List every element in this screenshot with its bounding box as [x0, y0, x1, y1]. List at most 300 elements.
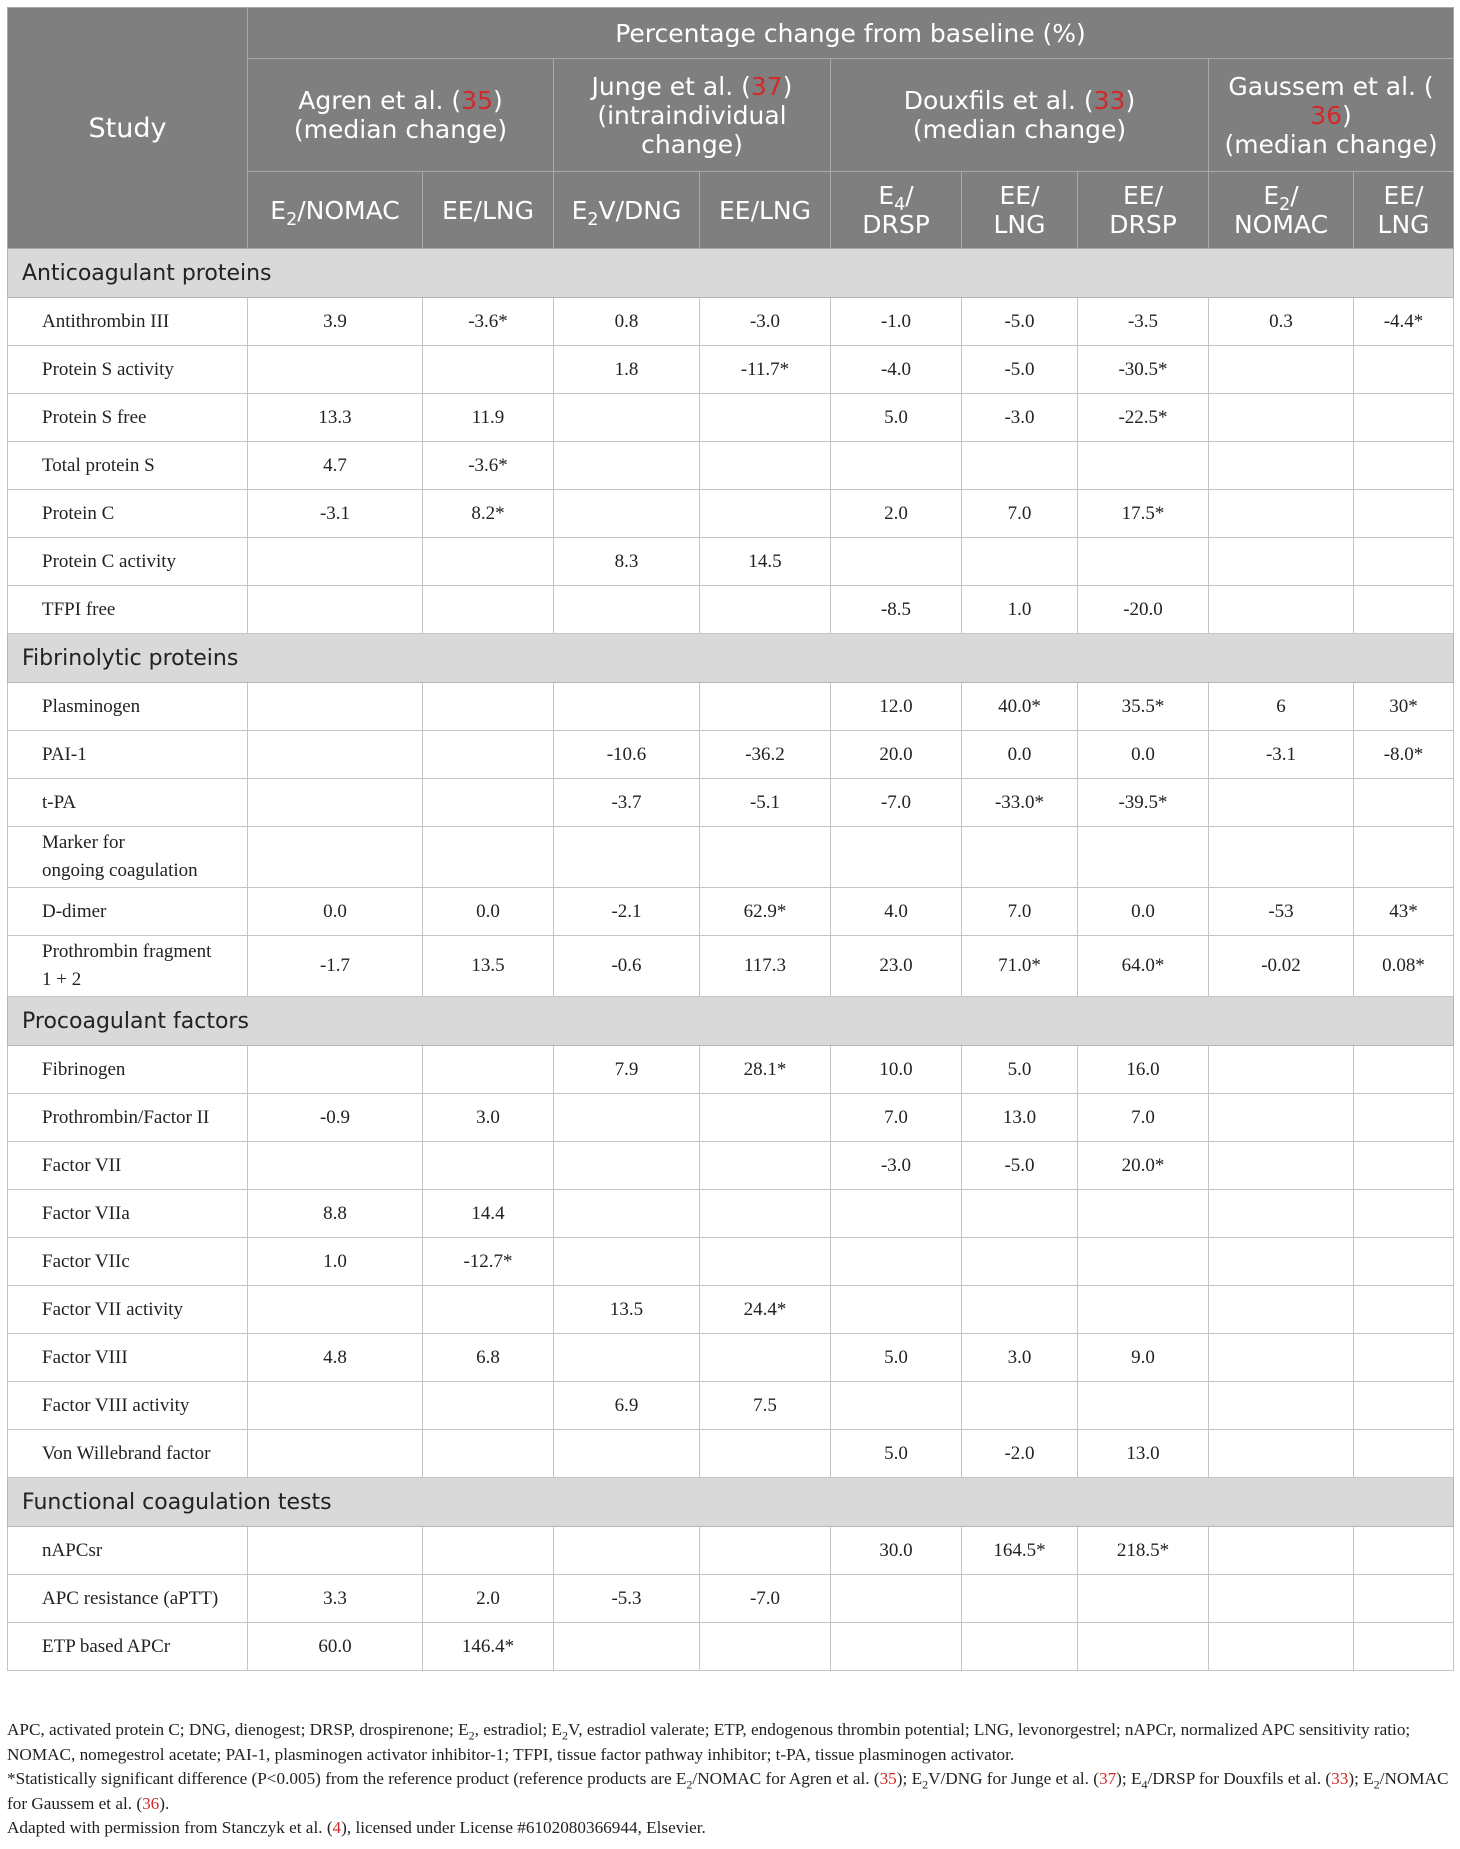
span-title: Percentage change from baseline (%) [248, 8, 1454, 59]
value-cell [1354, 1142, 1454, 1190]
value-cell [423, 1527, 554, 1575]
value-cell: 218.5* [1078, 1527, 1209, 1575]
treatment-header: $E_2V$/DNG [554, 172, 700, 249]
table-row [8, 1430, 1454, 1478]
value-cell: -3.6* [423, 298, 554, 346]
value-cell [700, 490, 831, 538]
value-cell: 0.0 [248, 888, 423, 936]
value-cell: 7.0 [831, 1094, 962, 1142]
value-cell: 13.0 [962, 1094, 1078, 1142]
value-cell [1209, 1094, 1354, 1142]
table-row [8, 1238, 1454, 1286]
value-cell: 11.9 [423, 394, 554, 442]
section-row [8, 634, 1454, 683]
study-ref: 36 [1310, 100, 1343, 130]
table-row [8, 1527, 1454, 1575]
row-label: Von Willebrand factor [8, 1430, 248, 1478]
row-label: Protein C [8, 490, 248, 538]
value-cell [1354, 1190, 1454, 1238]
value-cell [700, 1190, 831, 1238]
value-cell [423, 1430, 554, 1478]
treatment-header: $E_2/$ NOMAC [1209, 172, 1354, 249]
table-row [8, 538, 1454, 586]
value-cell: 8.8 [248, 1190, 423, 1238]
value-cell [700, 394, 831, 442]
value-cell [1209, 538, 1354, 586]
study-ref: 37 [750, 71, 783, 101]
table-row [8, 936, 1454, 997]
value-cell [1209, 1623, 1354, 1671]
study-header-agren [248, 59, 554, 172]
row-label: Factor VII activity [8, 1286, 248, 1334]
value-cell [962, 538, 1078, 586]
value-cell [554, 683, 700, 731]
value-cell: -1.7 [248, 936, 423, 997]
value-cell [962, 1286, 1078, 1334]
value-cell: -4.4* [1354, 298, 1454, 346]
study-subtitle: (median change) [1224, 129, 1438, 159]
row-label: Factor VIII activity [8, 1382, 248, 1430]
table-footnotes [7, 1718, 1453, 1841]
value-cell [700, 1094, 831, 1142]
value-cell: 0.0 [423, 888, 554, 936]
value-cell: 30.0 [831, 1527, 962, 1575]
value-cell: -0.02 [1209, 936, 1354, 997]
value-cell [248, 683, 423, 731]
value-cell: 0.08* [1354, 936, 1454, 997]
value-cell: 5.0 [831, 394, 962, 442]
value-cell [1354, 442, 1454, 490]
row-label: Protein S free [8, 394, 248, 442]
value-cell [1078, 1286, 1209, 1334]
section-title: Fibrinolytic proteins [8, 634, 1454, 683]
value-cell: -53 [1209, 888, 1354, 936]
value-cell: 43* [1354, 888, 1454, 936]
value-cell: 146.4* [423, 1623, 554, 1671]
value-cell [1209, 1527, 1354, 1575]
value-cell: -3.1 [1209, 731, 1354, 779]
treatment-header: EE/LNG [423, 172, 554, 249]
value-cell [1209, 779, 1354, 827]
value-cell [248, 1527, 423, 1575]
value-cell: 0.0 [1078, 888, 1209, 936]
value-cell: 7.9 [554, 1046, 700, 1094]
value-cell: -5.0 [962, 1142, 1078, 1190]
value-cell [1354, 1430, 1454, 1478]
value-cell [423, 827, 554, 888]
value-cell: 0.8 [554, 298, 700, 346]
value-cell: 5.0 [831, 1430, 962, 1478]
study-close: ) [1125, 86, 1136, 115]
value-cell: -3.7 [554, 779, 700, 827]
row-label: Total protein S [8, 442, 248, 490]
row-label: Factor VIIa [8, 1190, 248, 1238]
table-row [8, 1094, 1454, 1142]
study-ref: 33 [1093, 86, 1126, 115]
row-label: D-dimer [8, 888, 248, 936]
table-row [8, 1046, 1454, 1094]
value-cell: 71.0* [962, 936, 1078, 997]
value-cell [1078, 1575, 1209, 1623]
value-cell: 40.0* [962, 683, 1078, 731]
value-cell [962, 442, 1078, 490]
value-cell: 6.8 [423, 1334, 554, 1382]
value-cell [554, 827, 700, 888]
value-cell [248, 779, 423, 827]
value-cell [1354, 1527, 1454, 1575]
table-row [8, 394, 1454, 442]
value-cell [700, 827, 831, 888]
value-cell [700, 1430, 831, 1478]
study-header-junge [554, 59, 831, 172]
value-cell [1354, 346, 1454, 394]
value-cell: 8.3 [554, 538, 700, 586]
value-cell: -33.0* [962, 779, 1078, 827]
table-row [8, 346, 1454, 394]
table-row [8, 888, 1454, 936]
value-cell: -20.0 [1078, 586, 1209, 634]
value-cell [554, 1334, 700, 1382]
value-cell [554, 586, 700, 634]
study-subtitle: (intraindividual change) [597, 100, 787, 159]
value-cell [248, 1142, 423, 1190]
row-label: Marker for ongoing coagulation [8, 827, 248, 888]
value-cell [1209, 1238, 1354, 1286]
value-cell: 7.0 [1078, 1094, 1209, 1142]
value-cell: 13.5 [554, 1286, 700, 1334]
section-row [8, 249, 1454, 298]
value-cell: 3.3 [248, 1575, 423, 1623]
value-cell [554, 1238, 700, 1286]
study-name: Agren et al. ( [298, 86, 462, 115]
value-cell: 3.0 [962, 1334, 1078, 1382]
treatment-header: $E_2$/NOMAC [248, 172, 423, 249]
value-cell [248, 1046, 423, 1094]
section-title: Functional coagulation tests [8, 1478, 1454, 1527]
value-cell [1354, 394, 1454, 442]
value-cell [248, 586, 423, 634]
row-label: PAI-1 [8, 731, 248, 779]
value-cell [700, 586, 831, 634]
table-row [8, 298, 1454, 346]
value-cell [248, 538, 423, 586]
study-close: ) [782, 71, 793, 101]
value-cell: -2.1 [554, 888, 700, 936]
table-row [8, 1190, 1454, 1238]
value-cell [831, 1575, 962, 1623]
value-cell [1209, 394, 1354, 442]
value-cell: -0.9 [248, 1094, 423, 1142]
value-cell: -0.6 [554, 936, 700, 997]
value-cell: 1.0 [962, 586, 1078, 634]
value-cell: 3.9 [248, 298, 423, 346]
value-cell [962, 1238, 1078, 1286]
value-cell [831, 442, 962, 490]
value-cell [700, 1527, 831, 1575]
table-row [8, 1575, 1454, 1623]
treatment-header: $E_4/$ DRSP [831, 172, 962, 249]
value-cell: -3.0 [962, 394, 1078, 442]
table-row [8, 779, 1454, 827]
value-cell [248, 731, 423, 779]
table-row [8, 490, 1454, 538]
value-cell: 13.0 [1078, 1430, 1209, 1478]
value-cell: -3.1 [248, 490, 423, 538]
value-cell [962, 827, 1078, 888]
value-cell: -5.3 [554, 1575, 700, 1623]
study-ref: 35 [461, 86, 493, 115]
value-cell [423, 1046, 554, 1094]
footnote-abbreviations: APC, activated protein C; DNG, dienogest; DRSP, drospirenone; $E_2$, estradiol; $E_2V$, estradiol valerate; ETP, endogenous thrombin potential; LNG, levonorgestrel; nAPCr, normalized APC sensitivity ratio; NOMAC, nomegestrol acetate; PAI-1, plasminogen activator inhibitor-1; TFPI, tissue factor pathway inhibitor; t-PA, tissue plasminogen activator. [7, 1720, 1411, 1764]
value-cell: -11.7* [700, 346, 831, 394]
study-subtitle: (median change) [293, 115, 508, 144]
value-cell [1209, 490, 1354, 538]
value-cell [554, 442, 700, 490]
value-cell [1078, 1238, 1209, 1286]
table-row [8, 1623, 1454, 1671]
row-label: t-PA [8, 779, 248, 827]
study-close: ) [492, 86, 503, 115]
footnote-significance: *Statistically significant difference (P<0.005) from the reference product (reference products are $E_2$/NOMAC for Agren et al. (35); $E_2V$/DNG for Junge et al. (37); $E_4$/DRSP for Douxfils et al. (33); $E_2$/NOMAC for Gaussem et al. (36). [7, 1769, 1449, 1813]
study-header-douxfils [831, 59, 1209, 172]
value-cell [1209, 1190, 1354, 1238]
table-header [8, 8, 1454, 249]
value-cell [1209, 1286, 1354, 1334]
study-subtitle: (median change) [912, 115, 1127, 144]
table-row [8, 827, 1454, 888]
row-label: Prothrombin/Factor II [8, 1094, 248, 1142]
value-cell: -3.0 [700, 298, 831, 346]
study-name: Douxfils et al. ( [903, 86, 1094, 115]
treatment-header: EE/ LNG [962, 172, 1078, 249]
value-cell [1354, 1094, 1454, 1142]
value-cell: 1.8 [554, 346, 700, 394]
value-cell: -12.7* [423, 1238, 554, 1286]
value-cell: 10.0 [831, 1046, 962, 1094]
value-cell: -1.0 [831, 298, 962, 346]
value-cell: 12.0 [831, 683, 962, 731]
table-row [8, 1382, 1454, 1430]
value-cell [962, 1575, 1078, 1623]
table-row [8, 1142, 1454, 1190]
value-cell [248, 827, 423, 888]
row-label: Protein S activity [8, 346, 248, 394]
footnote-adapted: Adapted with permission from Stanczyk et al. (4), licensed under License #6102080366944, Elsevier. [7, 1818, 706, 1837]
value-cell: 14.5 [700, 538, 831, 586]
value-cell [1354, 779, 1454, 827]
value-cell: 2.0 [831, 490, 962, 538]
value-cell: -36.2 [700, 731, 831, 779]
value-cell [831, 1238, 962, 1286]
value-cell [700, 683, 831, 731]
table-container [7, 7, 1453, 1671]
value-cell [423, 779, 554, 827]
value-cell: 9.0 [1078, 1334, 1209, 1382]
value-cell [423, 1382, 554, 1430]
value-cell [423, 1142, 554, 1190]
value-cell: -39.5* [1078, 779, 1209, 827]
value-cell: 4.0 [831, 888, 962, 936]
value-cell [554, 1142, 700, 1190]
row-label: APC resistance (aPTT) [8, 1575, 248, 1623]
study-header-gaussem [1209, 59, 1454, 172]
value-cell: 1.0 [248, 1238, 423, 1286]
value-cell: 6 [1209, 683, 1354, 731]
value-cell [248, 1430, 423, 1478]
value-cell [1209, 1575, 1354, 1623]
value-cell: -8.0* [1354, 731, 1454, 779]
value-cell [1209, 586, 1354, 634]
value-cell: 20.0 [831, 731, 962, 779]
row-label: Fibrinogen [8, 1046, 248, 1094]
table-body [8, 249, 1454, 1671]
row-label: Antithrombin III [8, 298, 248, 346]
value-cell [1354, 1623, 1454, 1671]
value-cell: 24.4* [700, 1286, 831, 1334]
value-cell [1209, 442, 1354, 490]
value-cell: 14.4 [423, 1190, 554, 1238]
value-cell [831, 1382, 962, 1430]
value-cell: 0.0 [1078, 731, 1209, 779]
value-cell: -3.0 [831, 1142, 962, 1190]
value-cell [1354, 1382, 1454, 1430]
value-cell [831, 538, 962, 586]
study-name: Junge et al. ( [591, 71, 751, 101]
value-cell: -7.0 [831, 779, 962, 827]
table-row [8, 1334, 1454, 1382]
value-cell [1354, 538, 1454, 586]
section-row [8, 997, 1454, 1046]
value-cell [1354, 490, 1454, 538]
value-cell: 0.0 [962, 731, 1078, 779]
value-cell [962, 1190, 1078, 1238]
value-cell [700, 1334, 831, 1382]
table-row [8, 731, 1454, 779]
value-cell: 5.0 [831, 1334, 962, 1382]
value-cell [831, 1190, 962, 1238]
value-cell [554, 1527, 700, 1575]
value-cell: 6.9 [554, 1382, 700, 1430]
value-cell [423, 1286, 554, 1334]
value-cell [1078, 1382, 1209, 1430]
value-cell: -30.5* [1078, 346, 1209, 394]
value-cell [423, 346, 554, 394]
value-cell [1078, 827, 1209, 888]
value-cell [1209, 1046, 1354, 1094]
value-cell [1078, 538, 1209, 586]
value-cell: -3.6* [423, 442, 554, 490]
value-cell [831, 1286, 962, 1334]
value-cell: 35.5* [1078, 683, 1209, 731]
value-cell [248, 346, 423, 394]
value-cell [831, 1623, 962, 1671]
value-cell [423, 586, 554, 634]
value-cell [700, 1623, 831, 1671]
value-cell [962, 1623, 1078, 1671]
value-cell: 23.0 [831, 936, 962, 997]
value-cell: 4.8 [248, 1334, 423, 1382]
value-cell: 5.0 [962, 1046, 1078, 1094]
value-cell: -3.5 [1078, 298, 1209, 346]
value-cell: -5.0 [962, 346, 1078, 394]
row-label: ETP based APCr [8, 1623, 248, 1671]
table-row [8, 683, 1454, 731]
value-cell: 0.3 [1209, 298, 1354, 346]
value-cell: 13.3 [248, 394, 423, 442]
value-cell [831, 827, 962, 888]
value-cell: 117.3 [700, 936, 831, 997]
value-cell: 8.2* [423, 490, 554, 538]
treatment-header: EE/LNG [700, 172, 831, 249]
value-cell [423, 683, 554, 731]
value-cell [1354, 586, 1454, 634]
value-cell [1078, 1623, 1209, 1671]
value-cell [700, 1142, 831, 1190]
coagulation-table [7, 7, 1454, 1671]
value-cell: -8.5 [831, 586, 962, 634]
value-cell [1354, 1238, 1454, 1286]
value-cell: -10.6 [554, 731, 700, 779]
value-cell: -7.0 [700, 1575, 831, 1623]
value-cell: -5.1 [700, 779, 831, 827]
value-cell: 4.7 [248, 442, 423, 490]
value-cell [423, 538, 554, 586]
value-cell: 64.0* [1078, 936, 1209, 997]
value-cell: 17.5* [1078, 490, 1209, 538]
value-cell [248, 1286, 423, 1334]
row-label: Factor VIIc [8, 1238, 248, 1286]
value-cell: 60.0 [248, 1623, 423, 1671]
value-cell [962, 1382, 1078, 1430]
value-cell [1209, 1382, 1354, 1430]
value-cell: -5.0 [962, 298, 1078, 346]
value-cell [554, 1430, 700, 1478]
section-title: Procoagulant factors [8, 997, 1454, 1046]
value-cell [554, 394, 700, 442]
row-label: Protein C activity [8, 538, 248, 586]
value-cell [1354, 1286, 1454, 1334]
section-row [8, 1478, 1454, 1527]
treatment-header: EE/ DRSP [1078, 172, 1209, 249]
row-label: nAPCsr [8, 1527, 248, 1575]
value-cell [1078, 442, 1209, 490]
value-cell [1209, 1334, 1354, 1382]
value-cell: 16.0 [1078, 1046, 1209, 1094]
value-cell: 28.1* [700, 1046, 831, 1094]
value-cell [554, 1623, 700, 1671]
study-column-header: Study [8, 8, 248, 249]
value-cell: 30* [1354, 683, 1454, 731]
section-title: Anticoagulant proteins [8, 249, 1454, 298]
value-cell: 13.5 [423, 936, 554, 997]
value-cell [554, 1190, 700, 1238]
table-row [8, 442, 1454, 490]
table-row [8, 586, 1454, 634]
treatment-header: EE/ LNG [1354, 172, 1454, 249]
value-cell [1354, 1046, 1454, 1094]
value-cell [1354, 827, 1454, 888]
value-cell: 2.0 [423, 1575, 554, 1623]
value-cell [1209, 1430, 1354, 1478]
value-cell: 3.0 [423, 1094, 554, 1142]
value-cell: 164.5* [962, 1527, 1078, 1575]
value-cell: 20.0* [1078, 1142, 1209, 1190]
value-cell [1078, 1190, 1209, 1238]
value-cell: -22.5* [1078, 394, 1209, 442]
value-cell: -4.0 [831, 346, 962, 394]
value-cell [1354, 1334, 1454, 1382]
row-label: Factor VIII [8, 1334, 248, 1382]
